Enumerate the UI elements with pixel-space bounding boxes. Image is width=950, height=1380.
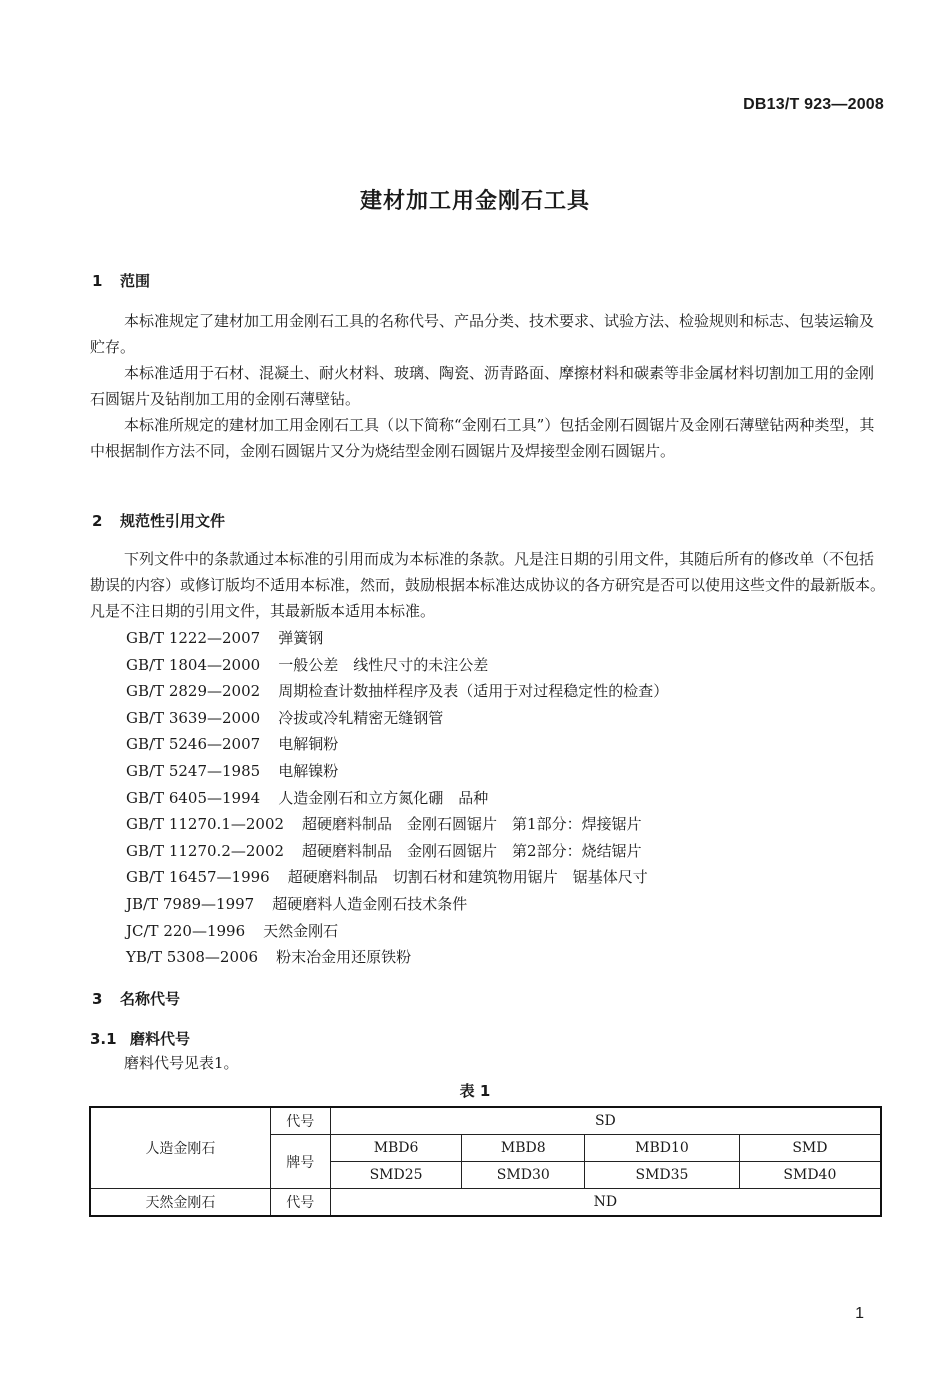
grade-cell: SMD <box>739 1135 881 1162</box>
synthetic-diamond-label: 人造金刚石 <box>90 1107 270 1189</box>
reference-code: GB/T 6405—1994 <box>126 788 261 807</box>
grade-cell: MBD10 <box>585 1135 740 1162</box>
table-row <box>90 1189 881 1217</box>
reference-code: JC/T 220—1996 <box>126 921 246 940</box>
natural-code: ND <box>330 1189 881 1217</box>
section-number: 1 <box>92 272 103 290</box>
reference-item <box>126 678 668 705</box>
reference-item <box>126 705 668 732</box>
section-1-heading <box>92 270 150 291</box>
reference-code: GB/T 16457—1996 <box>126 868 270 887</box>
paragraph-scope-3: 本标准所规定的建材加工用金刚石工具（以下简称“金刚石工具”）包括金刚石圆锯片及金刚石薄壁钻两种类型，其中根据制作方法不同，金刚石圆锯片又分为烧结型金刚石圆锯片及焊接型金刚石圆锯片。 <box>90 416 875 460</box>
grade-cell: SMD30 <box>462 1162 585 1189</box>
section-3-heading <box>92 988 180 1009</box>
reference-title: 超硬磨料制品 金刚石圆锯片 第2部分：烧结锯片 <box>302 841 642 860</box>
reference-code: GB/T 11270.1—2002 <box>126 815 285 834</box>
abrasive-code-table <box>89 1106 882 1217</box>
reference-item <box>126 785 668 812</box>
reference-item <box>126 811 668 838</box>
table-caption: 表 1 <box>459 1082 491 1100</box>
reference-title: 天然金刚石 <box>263 921 339 940</box>
natural-diamond-label: 天然金刚石 <box>90 1189 270 1217</box>
reference-code: GB/T 2829—2002 <box>126 682 261 701</box>
table-row <box>90 1107 881 1135</box>
section-number: 3.1 <box>90 1030 117 1048</box>
synthetic-code: SD <box>330 1107 881 1135</box>
reference-item <box>126 758 668 785</box>
reference-title: 超硬磨料制品 金刚石圆锯片 第1部分：焊接锯片 <box>302 815 642 834</box>
section-title: 名称代号 <box>120 990 181 1008</box>
reference-item <box>126 891 668 918</box>
paragraph-normative-refs: 下列文件中的条款通过本标准的引用而成为本标准的条款。凡是注日期的引用文件，其随后所有的修改单（不包括勘误的内容）或修订版均不适用本标准，然而，鼓励根据本标准达成协议的各方研究是否可以使用这些文件的最新版本。凡是不注日期的引用文件，其最新版本适用本标准。 <box>90 550 886 620</box>
reference-item <box>126 864 668 891</box>
grade-label: 牌号 <box>270 1135 330 1189</box>
section-title: 范围 <box>120 272 151 290</box>
reference-title: 周期检查计数抽样程序及表（适用于对过程稳定性的检查） <box>278 682 669 701</box>
section-title: 磨料代号 <box>130 1030 191 1048</box>
reference-code: GB/T 5247—1985 <box>126 761 261 780</box>
grade-cell: SMD40 <box>739 1162 881 1189</box>
section-2-heading <box>92 510 225 531</box>
reference-code: GB/T 1222—2007 <box>126 629 261 647</box>
reference-title: 人造金刚石和立方氮化硼 品种 <box>278 788 489 807</box>
reference-title: 超硬磨料制品 切割石材和建筑物用锯片 锯基体尺寸 <box>287 868 648 887</box>
reference-title: 弹簧钢 <box>278 629 324 647</box>
grade-cell: SMD35 <box>585 1162 740 1189</box>
code-label: 代号 <box>270 1189 330 1217</box>
reference-code: JB/T 7989—1997 <box>126 894 255 913</box>
reference-item <box>126 918 668 945</box>
reference-list <box>126 625 668 971</box>
reference-title: 一般公差 线性尺寸的未注公差 <box>278 655 489 674</box>
reference-code: GB/T 5246—2007 <box>126 735 261 754</box>
paragraph-scope-2: 本标准适用于石材、混凝土、耐火材料、玻璃、陶瓷、沥青路面、摩擦材料和碳素等非金属材料切割加工用的金刚石圆锯片及钻削加工用的金刚石薄壁钻。 <box>90 364 875 408</box>
section-title: 规范性引用文件 <box>120 512 226 530</box>
section-number: 3 <box>92 990 103 1008</box>
reference-item <box>126 731 668 758</box>
reference-title: 电解铜粉 <box>278 735 339 754</box>
reference-code: GB/T 3639—2000 <box>126 708 261 727</box>
section-3-1-heading <box>90 1028 190 1049</box>
reference-item <box>126 944 668 971</box>
grade-cell: MBD8 <box>462 1135 585 1162</box>
code-label: 代号 <box>270 1107 330 1135</box>
reference-code: YB/T 5308—2006 <box>126 948 259 967</box>
paragraph-scope-1: 本标准规定了建材加工用金刚石工具的名称代号、产品分类、技术要求、试验方法、检验规则和标志、包装运输及贮存。 <box>90 312 875 356</box>
reference-code: GB/T 11270.2—2002 <box>126 841 285 860</box>
reference-title: 冷拔或冷轧精密无缝钢管 <box>278 708 444 727</box>
grade-cell: SMD25 <box>330 1162 462 1189</box>
reference-code: GB/T 1804—2000 <box>126 655 261 674</box>
section-number: 2 <box>92 512 103 530</box>
reference-item <box>126 625 668 652</box>
reference-title: 电解镍粉 <box>278 761 339 780</box>
reference-title: 粉末冶金用还原铁粉 <box>276 948 412 967</box>
reference-title: 超硬磨料人造金刚石技术条件 <box>272 894 468 913</box>
paragraph-abrasive-code: 磨料代号见表1。 <box>124 1054 239 1072</box>
reference-item <box>126 838 668 865</box>
document-code: DB13/T 923—2008 <box>743 96 884 113</box>
page-number: 1 <box>855 1305 864 1322</box>
page-title: 建材加工用金刚石工具 <box>359 189 590 214</box>
reference-item <box>126 652 668 679</box>
grade-cell: MBD6 <box>330 1135 462 1162</box>
